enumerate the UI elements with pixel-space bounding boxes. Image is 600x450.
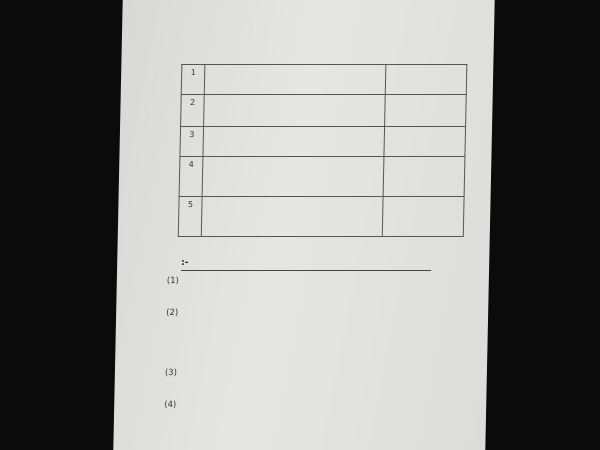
clause-line (188, 288, 471, 302)
member-details (204, 65, 386, 95)
member-designation (206, 211, 378, 222)
clause-line (187, 334, 470, 348)
member-designation-extra (207, 182, 379, 193)
intro-line (162, 12, 472, 26)
intro-line (162, 40, 472, 54)
member-designation (207, 171, 379, 182)
row-number: 3 (180, 127, 204, 157)
member-role (384, 127, 466, 157)
row-number: 2 (181, 95, 205, 127)
list-item (165, 306, 471, 362)
terms-heading-suffix: :- (181, 258, 189, 268)
list-item (164, 398, 470, 426)
list-item (164, 366, 470, 394)
terms-list (164, 274, 472, 430)
member-details (202, 157, 384, 197)
clause-line (187, 366, 470, 380)
member-role (385, 95, 467, 127)
member-name (206, 200, 378, 211)
table-row (180, 127, 466, 157)
member-name (209, 68, 381, 79)
member-name (207, 160, 379, 171)
clause-number: (1) (166, 276, 179, 286)
clause-line (186, 380, 469, 394)
clause-line (188, 320, 471, 334)
row-number: 4 (179, 157, 203, 197)
clause-line (187, 348, 470, 362)
row-number: 5 (178, 197, 202, 237)
appointment-table (178, 64, 468, 237)
intro-line (162, 26, 472, 40)
member-role (385, 65, 467, 95)
table-row (178, 197, 464, 237)
member-details (203, 127, 385, 157)
list-item (166, 274, 472, 302)
table-row (181, 65, 467, 95)
document-page (113, 0, 494, 450)
clause-number: (3) (164, 368, 178, 378)
member-name (208, 130, 380, 141)
clause-line (186, 412, 469, 426)
member-role (382, 197, 464, 237)
member-designation (208, 141, 380, 152)
member-details (201, 197, 383, 237)
member-role (383, 157, 465, 197)
member-name (208, 98, 380, 109)
member-details (204, 95, 386, 127)
terms-heading (181, 258, 431, 271)
clause-line (188, 306, 471, 320)
member-designation (209, 79, 381, 90)
clause-line (189, 274, 472, 288)
member-designation (208, 109, 380, 120)
clause-number: (4) (164, 400, 177, 410)
table-row (179, 157, 465, 197)
row-number: 1 (181, 65, 205, 95)
clause-number: (2) (166, 308, 179, 318)
intro-paragraph (162, 12, 473, 54)
table-row (181, 95, 467, 127)
clause-line (186, 398, 469, 412)
member-designation-extra (206, 222, 378, 233)
